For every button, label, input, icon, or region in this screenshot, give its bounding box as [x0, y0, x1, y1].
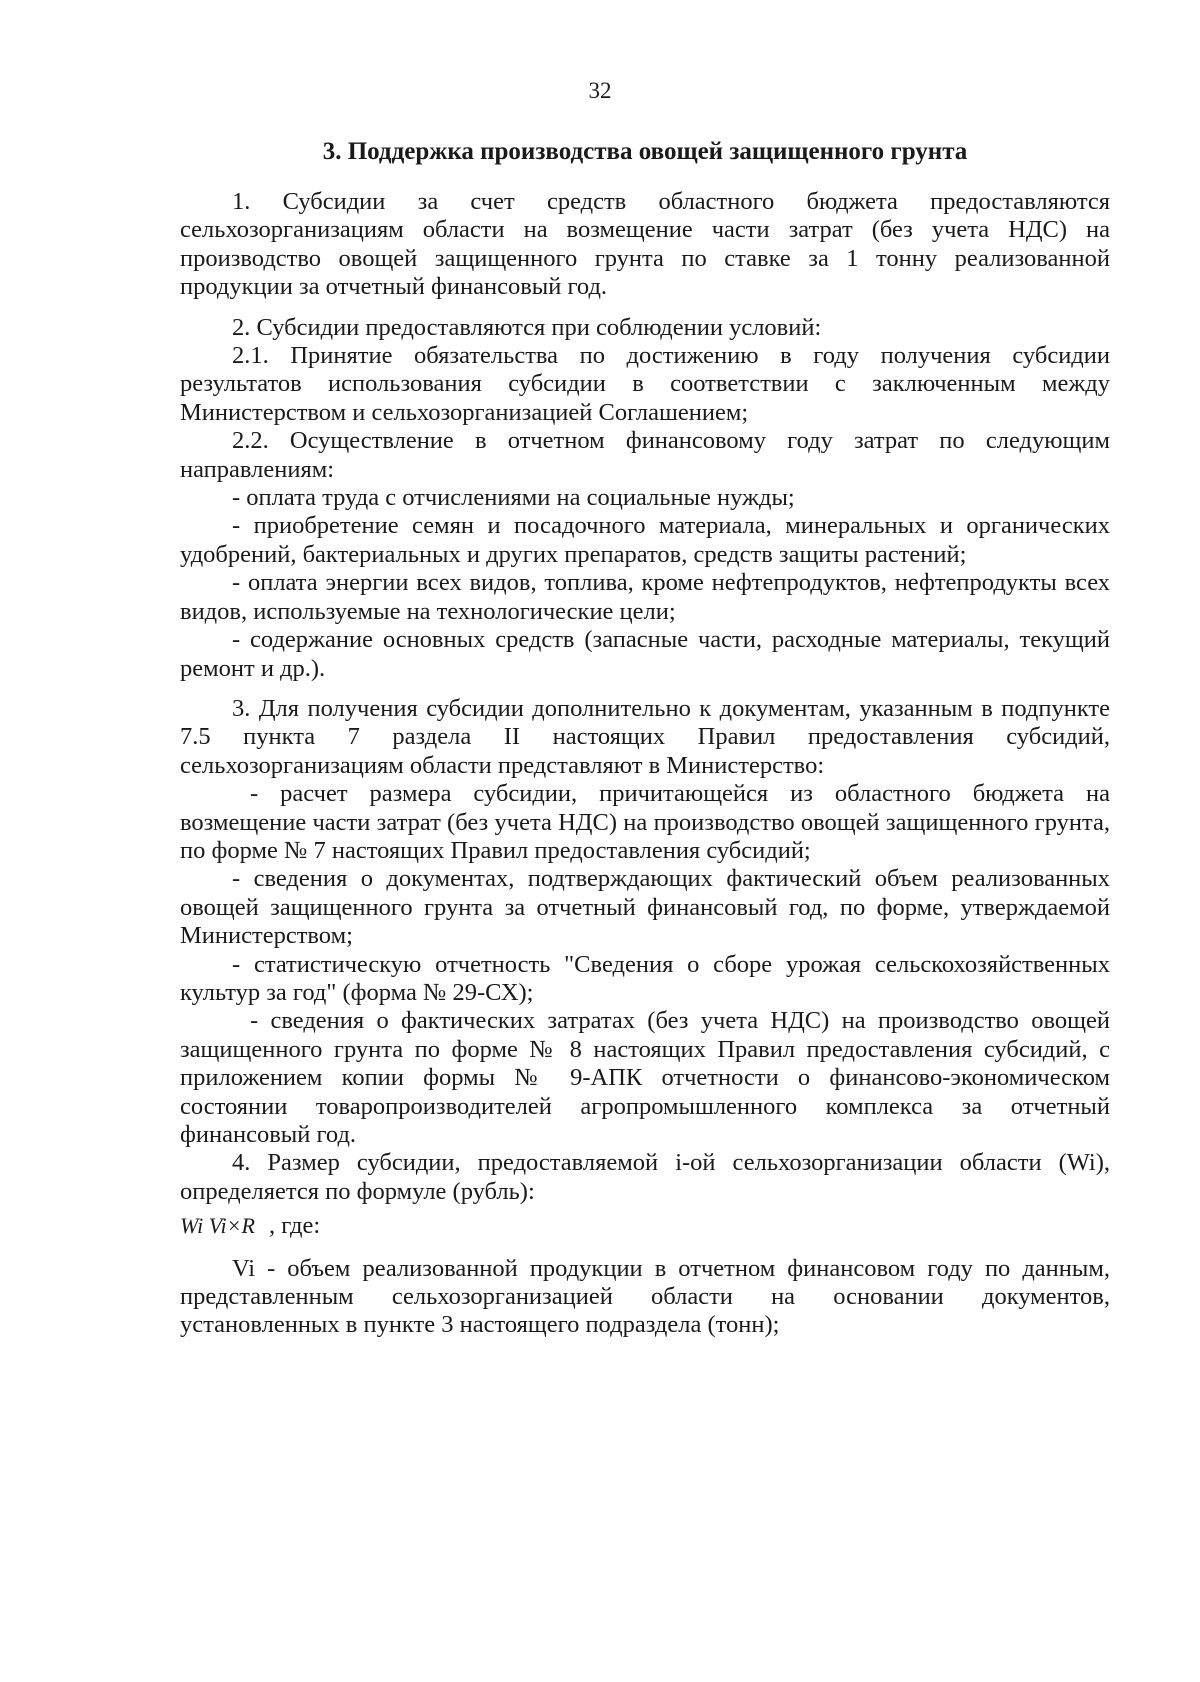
paragraph-2-1: 2.1. Принятие обязательства по достижению в году получения субсидии результатов использования субсидии в соответствии с заключенным между Министерством и сельхозорганизацией Соглашением;: [180, 342, 1110, 426]
list-item-energy: - оплата энергии всех видов, топлива, кроме нефтепродуктов, нефтепродукты всех видов, используемые на технологические цели;: [180, 569, 1110, 625]
document-body: [180, 188, 1110, 1340]
definition-vi: Vi - объем реализованной продукции в отчетном финансовом году по данным, представленным сельхозорганизацией области на основании документов, установленных в пункте 3 настоящего подраздела (тонн);: [180, 1254, 1110, 1339]
list-item-labor: - оплата труда с отчислениями на социальные нужды;: [232, 484, 795, 512]
formula: Wi Vi×R: [180, 1213, 255, 1239]
list-item-calculation: - расчет размера субсидии, причитающейся из областного бюджета на возмещение части затрат (без учета НДС) на производство овощей защищенного грунта, по форме № 7 настоящих Правил предоставления субсидий;: [180, 780, 1110, 864]
formula-line: [180, 1212, 1110, 1240]
list-item-seeds: - приобретение семян и посадочного материала, минеральных и органических удобрений, бактериальных и других препаратов, средств защиты растений;: [180, 512, 1110, 568]
list-item-documents: - сведения о документах, подтверждающих фактический объем реализованных овощей защищенного грунта за отчетный финансовый год, по форме, утверждаемой Министерством;: [180, 865, 1110, 950]
paragraph-2-2: 2.2. Осуществление в отчетном финансовому году затрат по следующим направлениям:: [180, 427, 1110, 483]
paragraph-4: 4. Размер субсидии, предоставляемой i-ой сельхозорганизации области (Wi), определяется по формуле (рубль):: [180, 1149, 1110, 1205]
paragraph-3: 3. Для получения субсидии дополнительно к документам, указанным в подпункте 7.5 пункта 7 раздела II настоящих Правил предоставления субсидий, сельхозорганизациям области представляют в Министерство:: [180, 694, 1110, 779]
page-number: 32: [588, 78, 612, 103]
list-item-costs: - сведения о фактических затратах (без учета НДС) на производство овощей защищенного грунта по форме № 8 настоящих Правил предоставления субсидий, с приложением копии формы № 9-АПК отчетности о финансово-экономическом состоянии товаропроизводителей агропромышленного комплекса за отчетный финансовый год.: [180, 1007, 1110, 1148]
list-item-maintenance: - содержание основных средств (запасные части, расходные материалы, текущий ремонт и др.).: [180, 626, 1110, 682]
list-item-statistics: - статистическую отчетность "Сведения о сборе урожая сельскохозяйственных культур за год" (форма № 29-СХ);: [180, 950, 1110, 1006]
formula-suffix: , где:: [268, 1212, 321, 1240]
section-heading: 3. Поддержка производства овощей защищенного грунта: [322, 138, 968, 165]
paragraph-2: 2. Субсидии предоставляются при соблюдении условий:: [232, 313, 822, 341]
paragraph-1: 1. Субсидии за счет средств областного бюджета предоставляются сельхозорганизациям области на возмещение части затрат (без учета НДС) на производство овощей защищенного грунта по ставке за 1 тонну реализованной продукции за отчетный финансовый год.: [180, 188, 1110, 301]
